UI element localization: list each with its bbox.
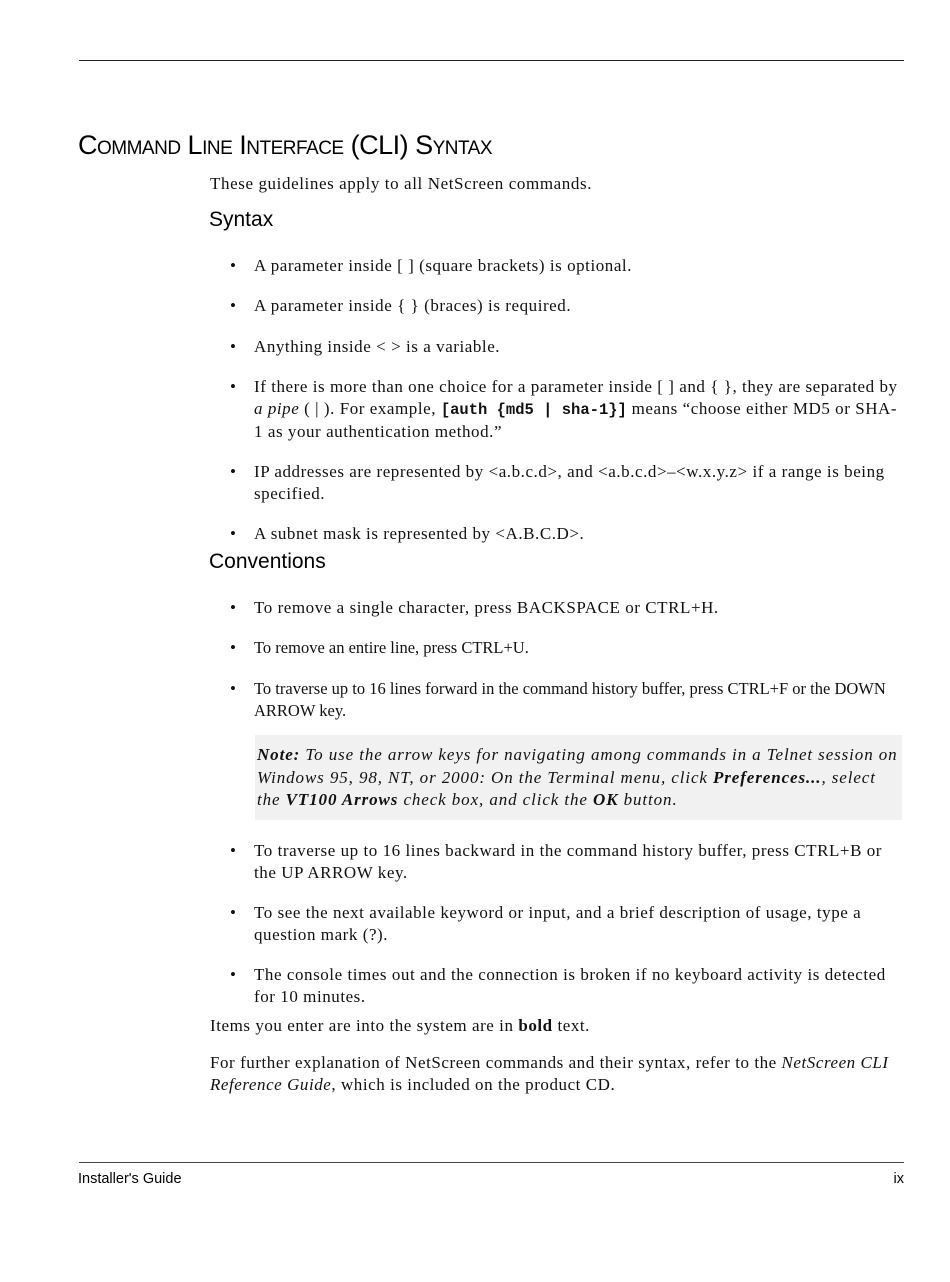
note-ok: OK	[593, 790, 619, 809]
list-item: The console times out and the connection is broken if no keyboard activity is detected for 10 minutes.	[254, 965, 886, 1006]
bullet: •	[230, 598, 236, 617]
bold-text-paragraph	[210, 1015, 900, 1037]
bullet: •	[230, 841, 236, 860]
text: If there is more than one choice for a parameter inside [ ] and { }, they are separated by	[254, 377, 898, 396]
bullet: •	[230, 377, 236, 396]
bullet: •	[230, 679, 236, 698]
list-item: To traverse up to 16 lines forward in the command history buffer, press CTRL+F or the DOWN ARROW key.	[254, 679, 886, 720]
footer-title: Installer's Guide	[78, 1171, 182, 1187]
bullet: •	[230, 903, 236, 922]
text: text.	[552, 1016, 590, 1035]
note-label: Note:	[257, 745, 301, 764]
list-item: A parameter inside [ ] (square brackets) is optional.	[254, 256, 632, 275]
text: means “choose either MD5 or SHA-1 as your authentication method.”	[254, 399, 898, 441]
bullet: •	[230, 337, 236, 356]
page-title: Command Line Interface (CLI) Syntax	[78, 130, 493, 160]
list-item: To see the next available keyword or input, and a brief description of usage, type a question mark (?).	[254, 903, 862, 944]
note-text: , select the	[257, 767, 876, 809]
text: ( | ). For example,	[299, 399, 441, 418]
list-item: To remove a single character, press BACKSPACE or CTRL+H.	[254, 598, 719, 617]
note-text: button.	[618, 790, 678, 809]
note-text: check box, and click the	[398, 790, 594, 809]
bullet: •	[230, 256, 236, 275]
list-item: A subnet mask is represented by <A.B.C.D>.	[254, 524, 585, 543]
header-rule	[79, 60, 904, 61]
bullet: •	[230, 524, 236, 543]
list-item: A parameter inside { } (braces) is required.	[254, 296, 572, 315]
intro-text: These guidelines apply to all NetScreen commands.	[210, 174, 593, 193]
list-item: Anything inside < > is a variable.	[254, 337, 501, 356]
code-example: [auth {md5 | sha-1}]	[440, 401, 627, 419]
text: , which is included on the product CD.	[331, 1075, 616, 1094]
bullet: •	[230, 638, 236, 657]
note-box	[255, 735, 902, 820]
list-item	[254, 376, 902, 443]
bullet: •	[230, 462, 236, 481]
bullet: •	[230, 965, 236, 984]
bullet: •	[230, 296, 236, 315]
list-item: To remove an entire line, press CTRL+U.	[254, 638, 529, 657]
note-vt100: VT100 Arrows	[285, 790, 399, 809]
note-preferences: Preferences...	[713, 767, 822, 787]
reference-guide-title: NetScreen CLI Reference Guide	[210, 1053, 889, 1094]
bold-word: bold	[518, 1016, 553, 1035]
conventions-heading: Conventions	[209, 550, 326, 573]
further-explanation-paragraph	[210, 1052, 900, 1096]
syntax-heading: Syntax	[209, 208, 274, 231]
pipe-term: a pipe	[254, 399, 300, 418]
text: For further explanation of NetScreen commands and their syntax, refer to the	[210, 1053, 782, 1072]
note-text: To use the arrow keys for navigating among commands in a Telnet session on Windows 95, 98, NT, or 2000: On the Terminal menu, click	[257, 745, 898, 787]
footer-rule	[79, 1162, 904, 1163]
text: Items you enter are into the system are in	[210, 1016, 519, 1035]
page-number: ix	[893, 1171, 904, 1187]
list-item: IP addresses are represented by <a.b.c.d>, and <a.b.c.d>–<w.x.y.z> if a range is being specified.	[254, 462, 885, 503]
list-item: To traverse up to 16 lines backward in the command history buffer, press CTRL+B or the UP ARROW key.	[254, 841, 883, 882]
